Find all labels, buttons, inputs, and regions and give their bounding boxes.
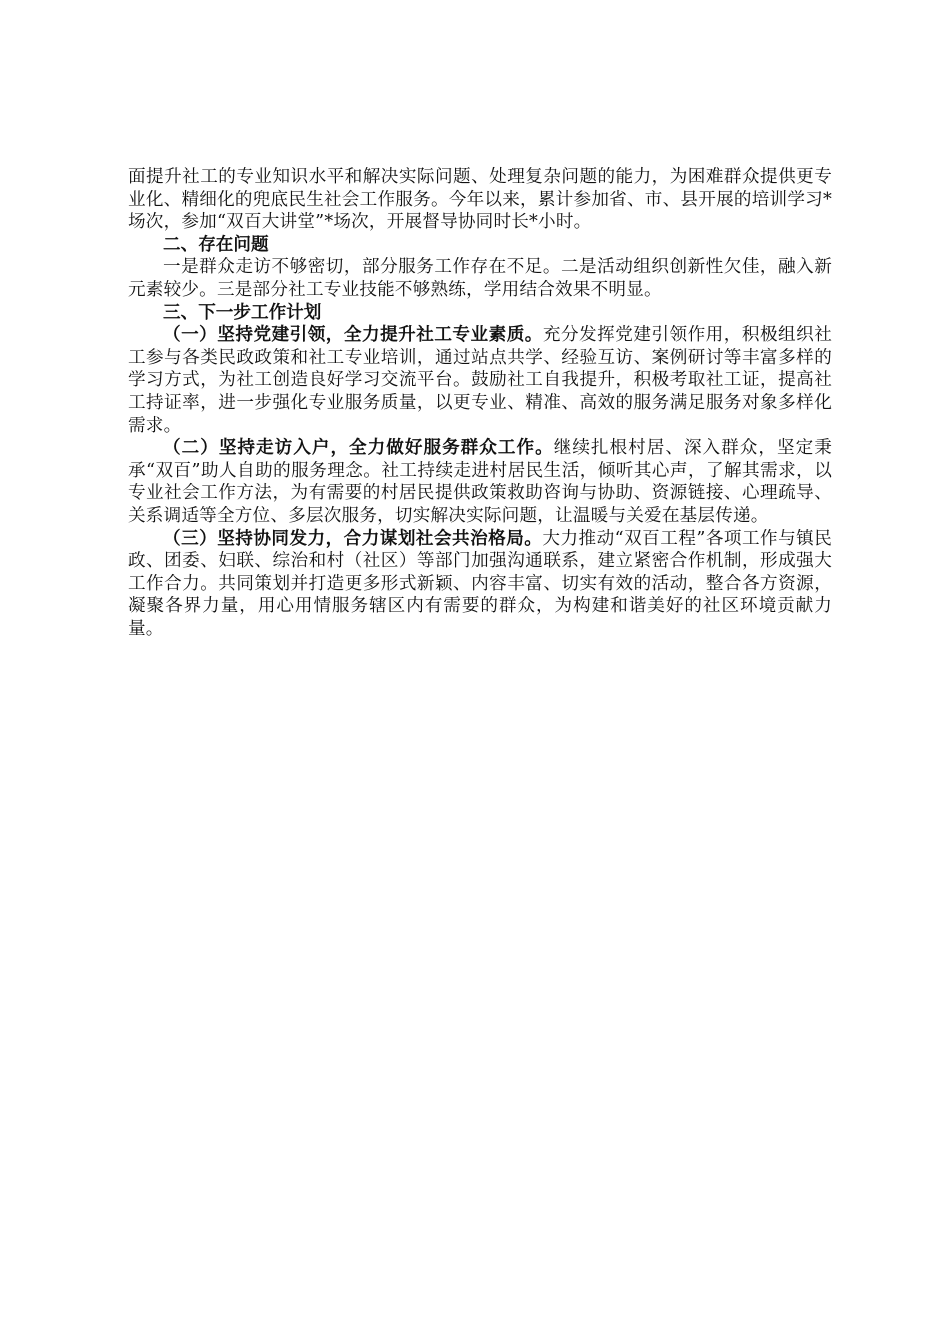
document-body (128, 166, 832, 640)
plan-item-3-lead: （三）坚持协同发力，合力谋划社会共治格局。 (163, 527, 543, 549)
plan-item-1 (128, 324, 832, 437)
section-heading-problems: 二、存在问题 (163, 233, 269, 255)
problems-paragraph: 一是群众走访不够密切，部分服务工作存在不足。二是活动组织创新性欠佳，融入新元素较少。三是部分社工专业技能不够熟练，学用结合效果不明显。 (128, 257, 832, 300)
plan-item-2-body: 继续扎根村居、深入群众，坚定秉承“双百”助人自助的服务理念。社工持续走进村居民生活，倾听其心声，了解其需求，以专业社会工作方法，为有需要的村居民提供政策救助咨询与协助、资源链接、心理疏导、关系调适等全方位、多层次服务，切实解决实际问题，让温暖与关爱在基层传递。 (128, 438, 832, 526)
section-heading-next-plan: 三、下一步工作计划 (163, 301, 322, 323)
plan-item-2 (128, 437, 832, 527)
intro-paragraph: 面提升社工的专业知识水平和解决实际问题、处理复杂问题的能力，为困难群众提供更专业化、精细化的兜底民生社会工作服务。今年以来，累计参加省、市、县开展的培训学习*场次，参加“双百大讲堂”*场次，开展督导协同时长*小时。 (128, 167, 832, 233)
plan-item-1-body: 充分发挥党建引领作用，积极组织社工参与各类民政政策和社工专业培训，通过站点共学、经验互访、案例研讨等丰富多样的学习方式，为社工创造良好学习交流平台。鼓励社工自我提升，积极考取社工证，提高社工持证率，进一步强化专业服务质量，以更专业、精准、高效的服务满足服务对象多样化需求。 (128, 325, 833, 436)
plan-item-3-body: 大力推动“双百工程”各项工作与镇民政、团委、妇联、综治和村（社区）等部门加强沟通联系，建立紧密合作机制，形成强大工作合力。共同策划并打造更多形式新颖、内容丰富、切实有效的活动，整合各方资源，凝聚各界力量，用心用情服务辖区内有需要的群众，为构建和谐美好的社区环境贡献力量。 (128, 528, 833, 639)
plan-item-3 (128, 528, 832, 641)
plan-item-2-lead: （二）坚持走访入户，全力做好服务群众工作。 (163, 437, 554, 459)
plan-item-1-lead: （一）坚持党建引领，全力提升社工专业素质。 (163, 324, 543, 346)
